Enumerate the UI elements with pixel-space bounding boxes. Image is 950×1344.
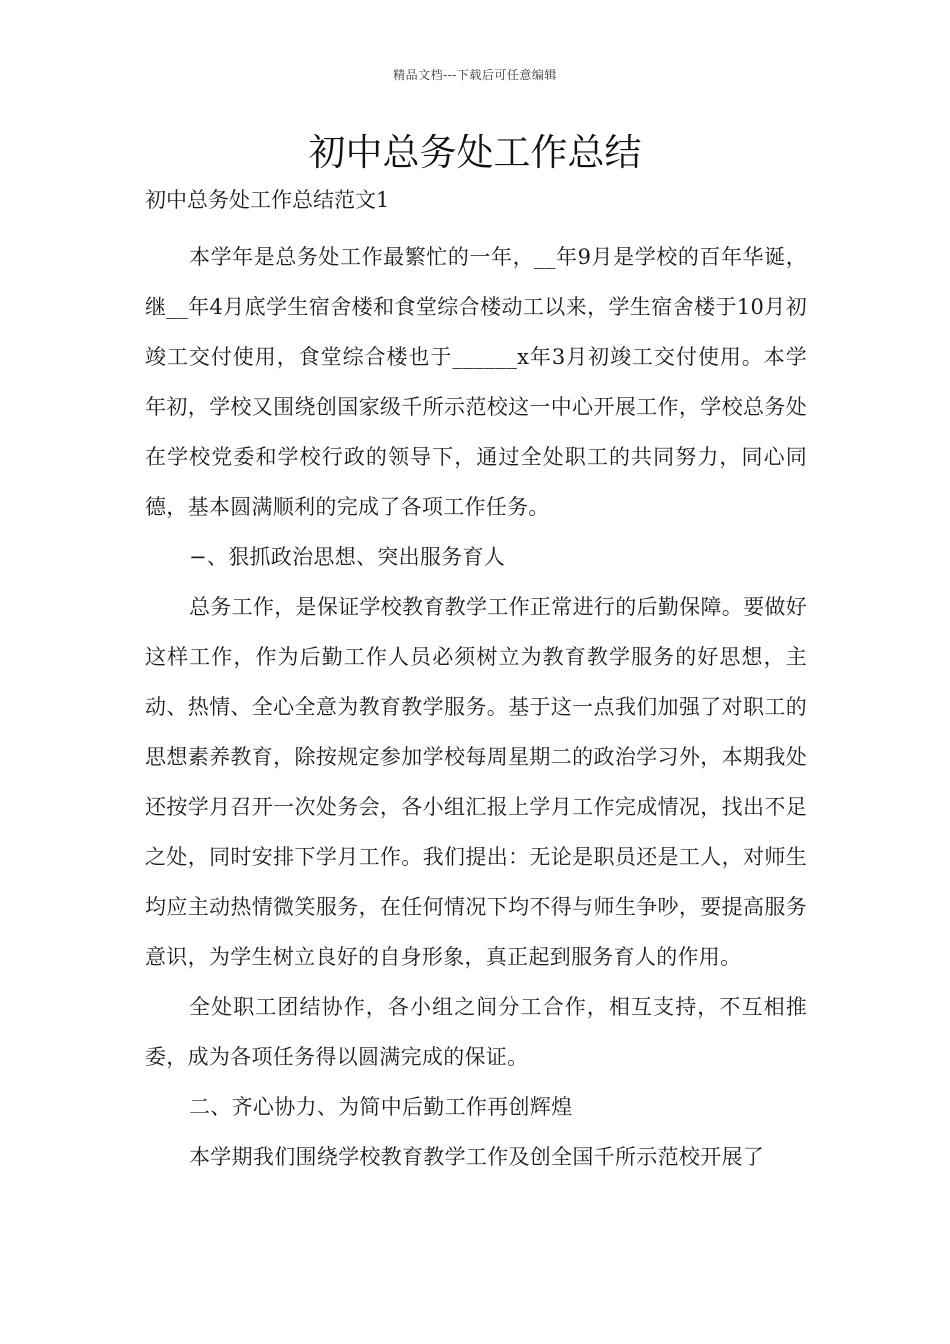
paragraph-semester: 本学期我们围绕学校教育教学工作及创全国千所示范校开展了 — [189, 1145, 765, 1169]
document-subtitle: 初中总务处工作总结范文1 — [145, 188, 390, 212]
section-heading-2: 二、齐心协力、为简中后勤工作再创辉煌 — [189, 1095, 573, 1119]
paragraph-teamwork: 全处职工团结协作，各小组之间分工合作，相互支持，不互相推委，成为各项任务得以圆满完成的保证。 — [145, 995, 807, 1069]
section-heading-1: −、狠抓政治思想、突出服务育人 — [189, 545, 506, 569]
paragraph-service: 总务工作，是保证学校教育教学工作正常进行的后勤保障。要做好这样工作，作为后勤工作人员必须树立为教育教学服务的好思想，主动、热情、全心全意为教育教学服务。基于这一点我们加强了对职工的思想素养教育，除按规定参加学校每周星期二的政治学习外，本期我处还按学月召开一次处务会，各小组汇报上学月工作完成情况，找出不足之处，同时安排下学月工作。我们提出：无论是职员还是工人，对师生均应主动热情微笑服务，在任何情况下均不得与师生争吵，要提高服务意识，为学生树立良好的自身形象，真正起到服务育人的作用。 — [145, 595, 807, 969]
page-header: 精品文档---下载后可任意编辑 — [393, 68, 557, 82]
document-body — [145, 232, 807, 1182]
paragraph-intro: 本学年是总务处工作最繁忙的一年，__年9月是学校的百年华诞，继__年4月底学生宿舍楼和食堂综合楼动工以来，学生宿舍楼于10月初竣工交付使用，食堂综合楼也于______x年3月初竣工交付使用。本学年初，学校又围绕创国家级千所示范校这一中心开展工作，学校总务处在学校党委和学校行政的领导下，通过全处职工的共同努力，同心同德，基本圆满顺利的完成了各项工作任务。 — [145, 245, 807, 519]
document-title: 初中总务处工作总结 — [308, 131, 642, 174]
